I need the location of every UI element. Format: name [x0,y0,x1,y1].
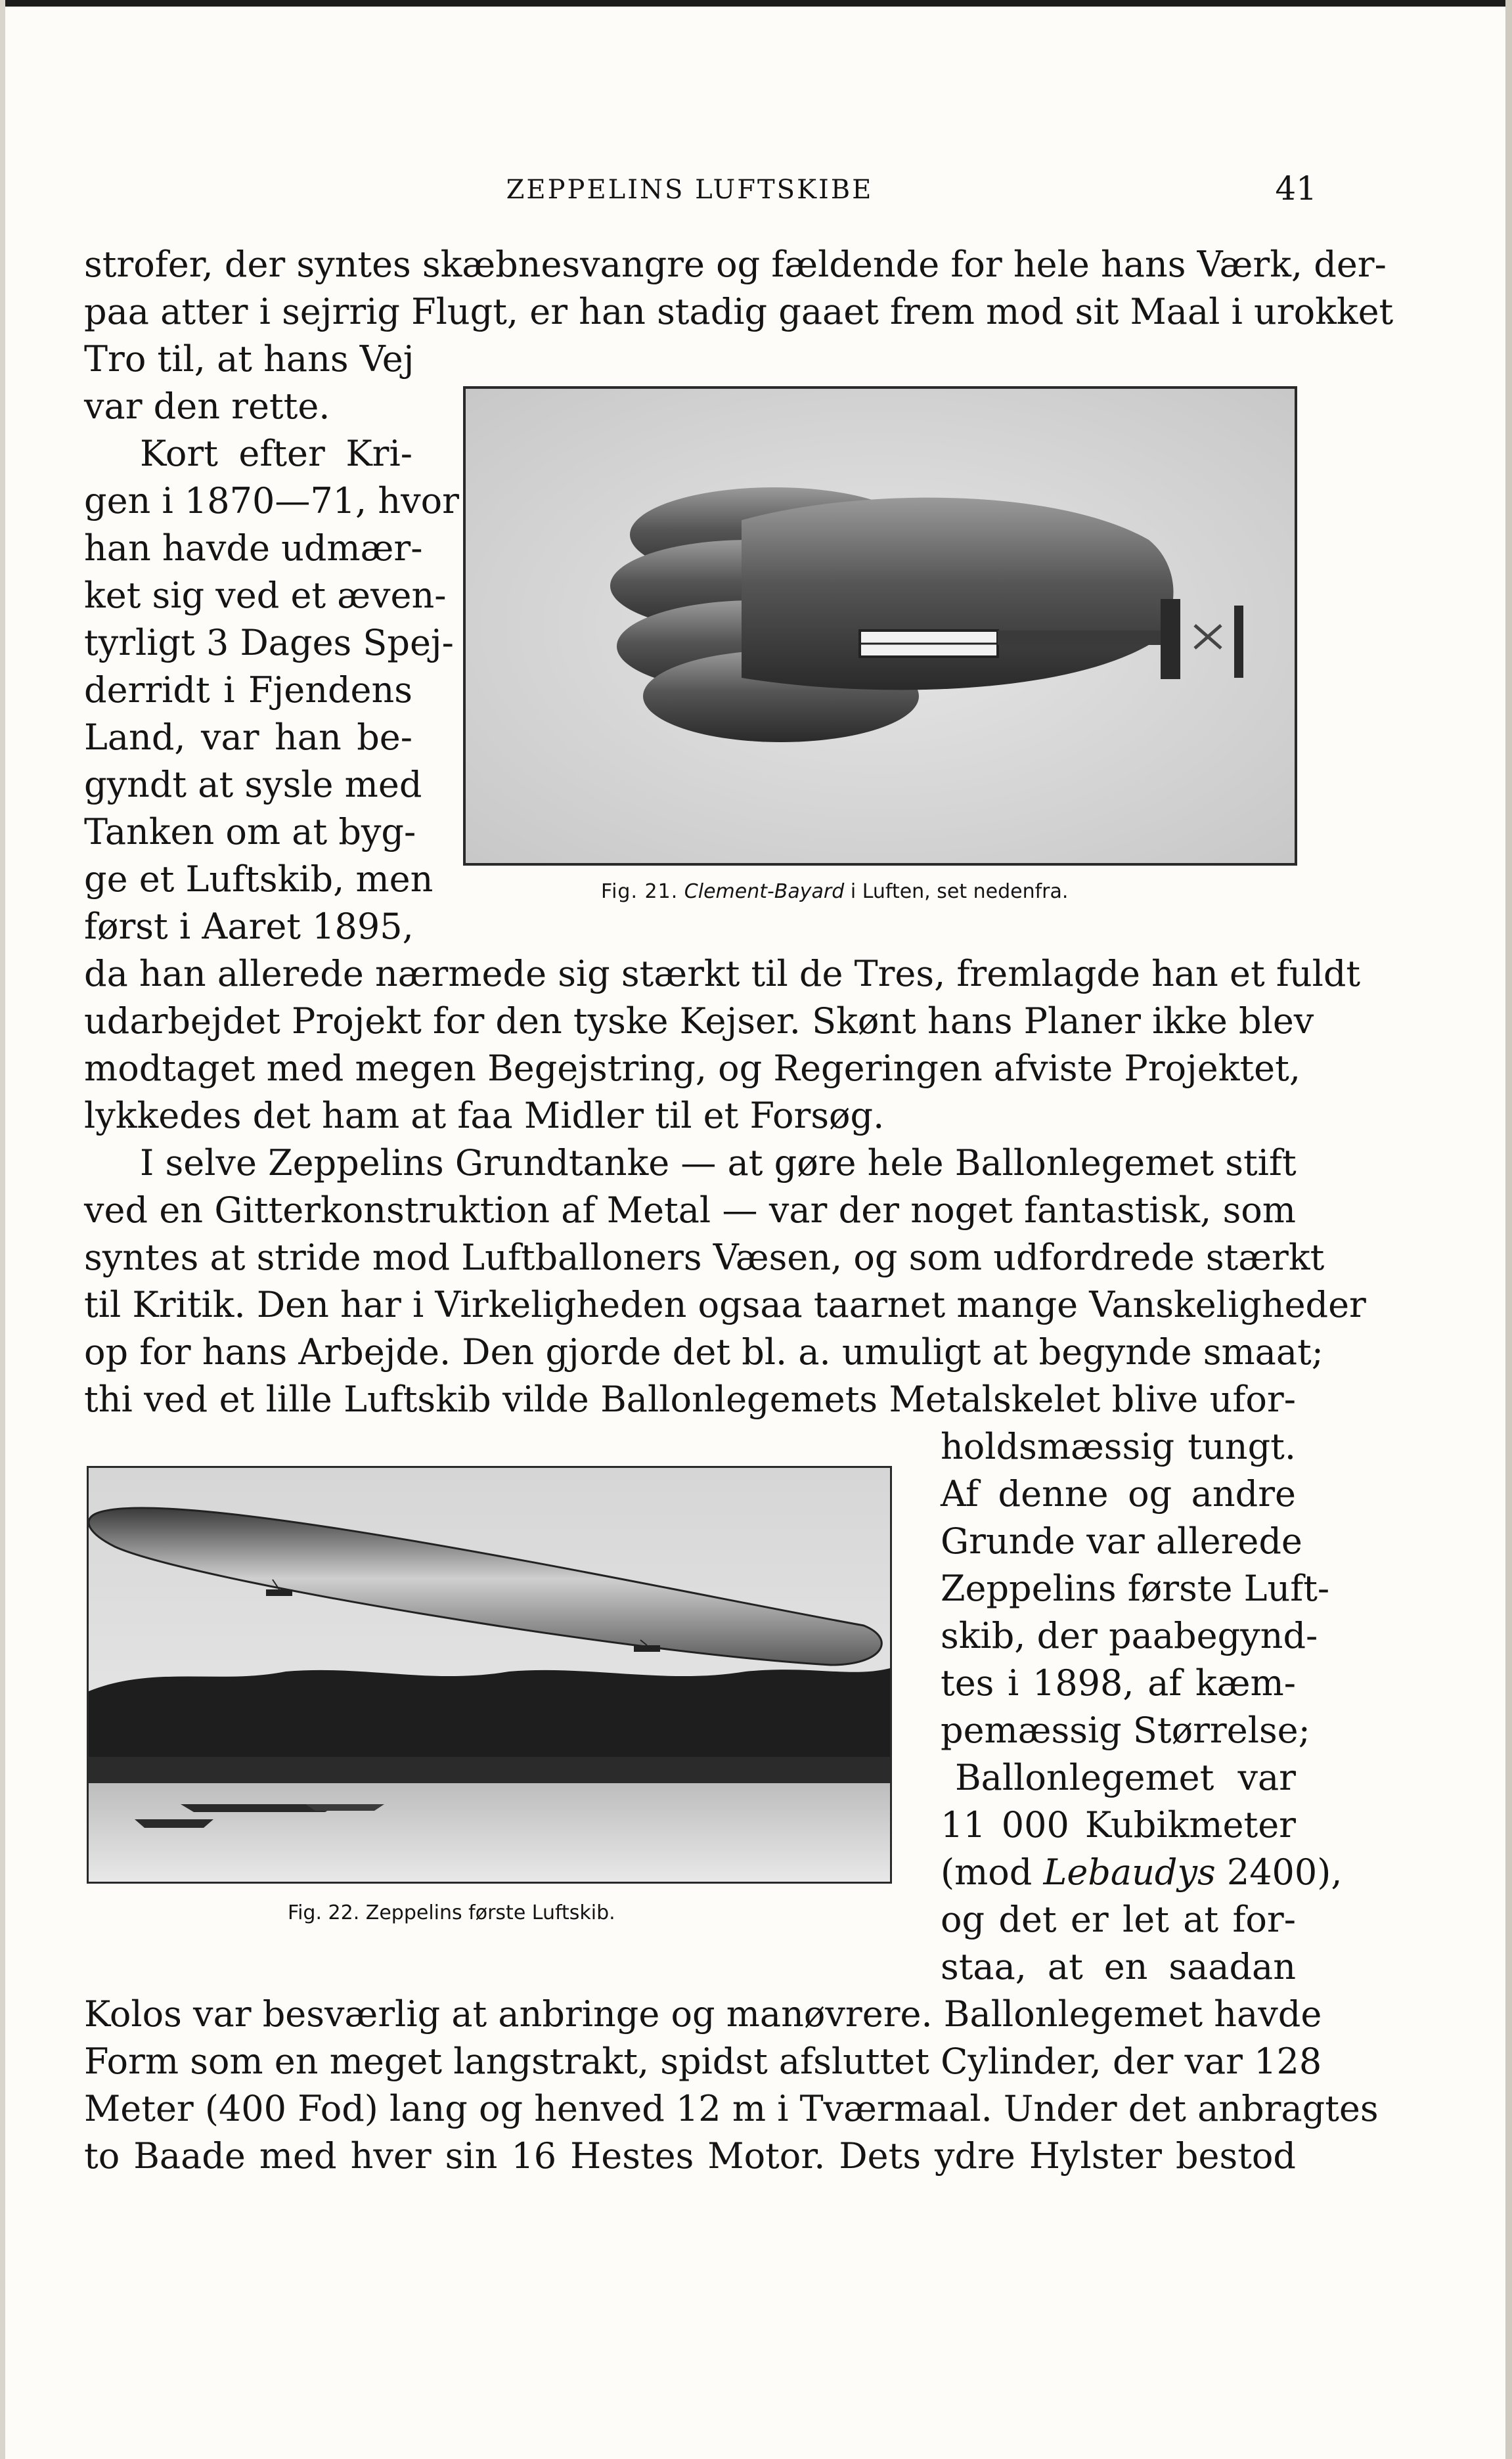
text-line: syntes at stride mod Luftballoners Væsen, og som udfordrede stærkt [84,1237,1325,1278]
text-line: først i Aaret 1895, [84,906,414,947]
page-edge-right [1505,0,1512,2459]
text-line: ge et Luftskib, men [84,858,434,900]
text-line: Af denne og andre [941,1473,1296,1515]
page-edge [0,0,1512,7]
text-line: ved en Gitterkonstruktion af Metal — var der noget fantastisk, som [84,1189,1296,1231]
text-line: staa, at en saadan [941,1946,1296,1987]
text-line: udarbejdet Projekt for den tyske Kejser. Skønt hans Planer ikke blev [84,1000,1314,1042]
airship-name: Clement-Bayard [684,880,845,903]
page-number: 41 [1275,169,1317,208]
figure-label: Fig. 21. [601,880,678,903]
text-line: Form som en meget langstrakt, spidst afsluttet Cylinder, der var 128 [84,2041,1322,2082]
zeppelin-photo-illustration [89,1468,890,1882]
text-line: Ballonlegemet var [955,1757,1296,1798]
figure-zeppelin-first-airship [87,1466,892,1884]
text-line: Grunde var allerede [941,1520,1302,1562]
text-line: holdsmæssig tungt. [941,1426,1296,1467]
text-line: Kort efter Kri- [140,433,412,474]
text-line: thi ved et lille Luftskib vilde Ballonlegemets Metalskelet blive ufor- [84,1379,1296,1420]
running-header: ZEPPELINS LUFTSKIBE [506,175,874,205]
text-line [941,1850,1343,1895]
text-line: Land, var han be- [84,717,412,758]
text-fragment: 2400), [1215,1851,1343,1893]
text-line: ket sig ved et æven- [84,575,447,616]
text-line: Kolos var besværlig at anbringe og manøvrere. Ballonlegemet havde [84,1993,1322,2035]
text-line: gen i 1870—71, hvor [84,480,459,521]
text-line: op for hans Arbejde. Den gjorde det bl. a. umuligt at begynde smaat; [84,1331,1323,1373]
figure-22-caption: Fig. 22. Zeppelins første Luftskib. [288,1901,615,1924]
text-line: modtaget med megen Begejstring, og Regeringen afviste Projektet, [84,1048,1301,1089]
figure-airship-from-below [463,386,1297,866]
text-line: 11 000 Kubikmeter [941,1804,1296,1846]
emphasis-name: Lebaudys [1043,1851,1216,1893]
text-line: Meter (400 Fod) lang og henved 12 m i Tværmaal. Under det anbragtes [84,2088,1379,2129]
text-line: I selve Zeppelins Grundtanke — at gøre hele Ballonlegemet stift [140,1142,1297,1184]
text-line: to Baade med hver sin 16 Hestes Motor. Dets ydre Hylster bestod [84,2135,1296,2177]
text-line: Tanken om at byg- [84,811,416,853]
text-line: da han allerede nærmede sig stærkt til de Tres, fremlagde han et fuldt [84,953,1361,994]
text-line: strofer, der syntes skæbnesvangre og fældende for hele hans Værk, der- [84,244,1387,285]
text-line: pemæssig Størrelse; [941,1710,1310,1751]
text-line: Zeppelins første Luft- [941,1568,1330,1609]
text-line: han havde udmær- [84,527,423,569]
text-line: og det er let at for- [941,1899,1296,1940]
text-line: paa atter i sejrrig Flugt, er han stadig gaaet frem mod sit Maal i urokket [84,291,1394,332]
text-line: tyrligt 3 Dages Spej- [84,622,454,663]
text-line: var den rette. [84,386,330,427]
text-line: tes i 1898, af kæm- [941,1662,1296,1704]
text-line: derridt i Fjendens [84,669,412,711]
figure-21-caption [601,880,1068,903]
text-line: Tro til, at hans Vej [84,338,414,380]
page-edge-left [0,0,5,2459]
airship-below-illustration [466,389,1295,863]
caption-text: i Luften, set nedenfra. [844,880,1069,903]
text-line: gyndt at sysle med [84,764,422,805]
text-line: skib, der paabegynd- [941,1615,1318,1656]
text-line: lykkedes det ham at faa Midler til et Forsøg. [84,1095,885,1136]
text-fragment: (mod [941,1851,1044,1893]
text-line: til Kritik. Den har i Virkeligheden ogsaa taarnet mange Vanskeligheder [84,1284,1366,1325]
